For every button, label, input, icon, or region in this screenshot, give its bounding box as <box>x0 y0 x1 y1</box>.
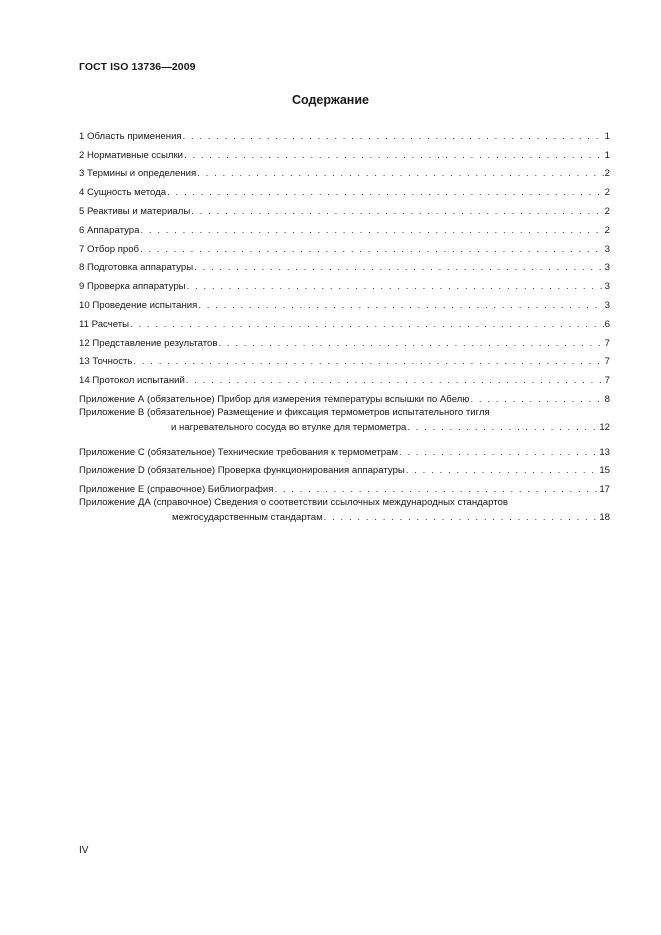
dot-leader <box>194 261 604 274</box>
toc-entry[interactable] <box>79 124 610 143</box>
toc-page-number: 7 <box>604 356 610 368</box>
dot-leader <box>198 299 603 312</box>
toc-entry-label: и нагревательного сосуда во втулке для термометра <box>171 421 407 433</box>
dot-leader <box>219 337 604 350</box>
toc-entry-label: 9 Проверка аппаратуры <box>79 281 186 293</box>
toc-entry-label: Приложение Е (справочное) Библиография <box>79 484 274 496</box>
dot-leader <box>140 224 603 237</box>
toc-entry[interactable] <box>79 331 610 350</box>
dot-leader <box>324 511 599 524</box>
toc-page-number: 1 <box>604 130 610 142</box>
toc-entry[interactable] <box>79 162 610 181</box>
dot-leader <box>197 167 603 180</box>
toc-entry[interactable] <box>79 293 610 312</box>
dot-leader <box>140 243 604 256</box>
toc-entry-label: 11 Расчеты <box>79 318 130 330</box>
toc-entry-label: 6 Аппаратура <box>79 224 140 236</box>
toc-entry[interactable] <box>79 180 610 199</box>
toc-page-number: 3 <box>604 299 610 311</box>
toc-entry-label: 14 Протокол испытаний <box>79 375 185 387</box>
toc-page-number: 1 <box>604 149 610 161</box>
dot-leader <box>399 446 598 459</box>
toc-page-number: 12 <box>599 421 610 433</box>
table-of-contents <box>79 124 610 524</box>
toc-entry[interactable] <box>79 256 610 275</box>
toc-entry-annex-b[interactable] <box>79 406 610 434</box>
toc-page-number: 3 <box>604 243 610 255</box>
toc-entry-label: 4 Сущность метода <box>79 187 167 199</box>
toc-entry-label: Приложение ДА (справочное) Сведения о соответствии ссылочных международных стандартов <box>79 497 508 509</box>
toc-entry-label: 13 Точность <box>79 356 133 368</box>
toc-entry-label: Приложение С (обязательное) Технические требования к термометрам <box>79 446 399 458</box>
toc-page-number: 8 <box>604 393 610 405</box>
toc-page-number: 7 <box>604 375 610 387</box>
toc-entry-label: Приложение А (обязательное) Прибор для измерения температуры вспышки по Абелю <box>79 393 470 405</box>
toc-page-number: 2 <box>604 224 610 236</box>
toc-entry[interactable] <box>79 440 610 459</box>
toc-page-number: 6 <box>604 318 610 330</box>
toc-entry-label: 2 Нормативные ссылки <box>79 149 184 161</box>
toc-entry[interactable] <box>79 459 610 478</box>
page-title: Содержание <box>291 93 369 107</box>
document-code: ГОСТ ISO 13736—2009 <box>79 61 196 73</box>
dot-leader <box>406 464 599 477</box>
toc-entry-label: 8 Подготовка аппаратуры <box>79 262 194 274</box>
toc-entry-label: 3 Термины и определения <box>79 168 197 180</box>
toc-entry-label: 7 Отбор проб <box>79 243 140 255</box>
toc-entry-label: 1 Область применения <box>79 130 182 142</box>
toc-entry[interactable] <box>79 199 610 218</box>
toc-page-number: 7 <box>604 337 610 349</box>
toc-entry[interactable] <box>79 477 610 496</box>
toc-entry-label: 10 Проведение испытания <box>79 299 198 311</box>
toc-entry-label: 5 Реактивы и материалы <box>79 205 191 217</box>
toc-entry[interactable] <box>79 368 610 387</box>
dot-leader <box>183 130 604 143</box>
toc-entry-label: Приложение В (обязательное) Размещение и фиксация термометров испытательного тигля <box>79 406 490 418</box>
toc-page-number: 3 <box>604 262 610 274</box>
toc-entry[interactable] <box>79 350 610 369</box>
toc-page-number: 17 <box>599 484 610 496</box>
toc-entry-label: межгосударственным стандартам <box>172 512 323 524</box>
toc-page-number: 2 <box>604 187 610 199</box>
toc-entry-annex-da[interactable] <box>79 496 610 524</box>
toc-entry-label: Приложение D (обязательное) Проверка функционирования аппаратуры <box>79 465 405 477</box>
toc-page-number: 2 <box>604 205 610 217</box>
dot-leader <box>187 280 604 293</box>
page-number: IV <box>79 845 89 856</box>
toc-page-number: 15 <box>599 465 610 477</box>
dot-leader <box>130 318 604 331</box>
dot-leader <box>274 483 598 496</box>
toc-entry[interactable] <box>79 218 610 237</box>
dot-leader <box>407 421 598 434</box>
toc-page-number: 18 <box>599 512 610 524</box>
toc-entry[interactable] <box>79 143 610 162</box>
dot-leader <box>167 186 604 199</box>
dot-leader <box>471 393 604 406</box>
dot-leader <box>191 205 603 218</box>
dot-leader <box>184 149 604 162</box>
toc-entry[interactable] <box>79 274 610 293</box>
toc-entry-label: 12 Представление результатов <box>79 337 218 349</box>
toc-entry[interactable] <box>79 312 610 331</box>
toc-entry[interactable] <box>79 237 610 256</box>
toc-page-number: 13 <box>599 446 610 458</box>
toc-page-number: 2 <box>604 168 610 180</box>
toc-entry[interactable] <box>79 387 610 406</box>
dot-leader <box>186 374 604 387</box>
dot-leader <box>133 355 603 368</box>
toc-page-number: 3 <box>604 281 610 293</box>
